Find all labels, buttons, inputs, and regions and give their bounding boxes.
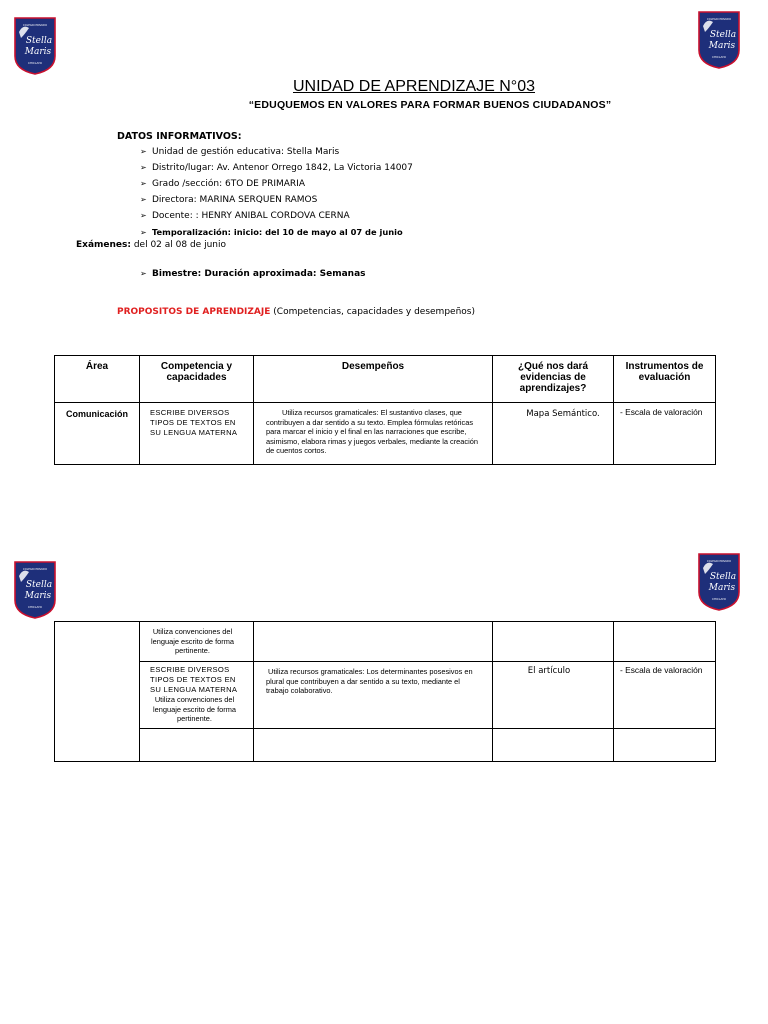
propositos-table [54, 355, 716, 465]
school-logo-top-right [697, 10, 741, 70]
datos-item-bimestre: ➢ Bimestre: Duración aproximada: Semanas [140, 269, 366, 279]
table-cell-instrumento: - Escala de valoración [614, 662, 716, 729]
svg-text:COLEGIO PRIVADO: COLEGIO PRIVADO [22, 24, 48, 27]
propositos-table-continued [54, 621, 716, 762]
table-cell-empty [254, 729, 493, 762]
table-cell-empty [614, 729, 716, 762]
header-evidencias: ¿Qué nos dará evidencias de aprendizajes? [493, 356, 614, 403]
svg-text:Maris: Maris [24, 591, 52, 601]
arrow-bullet-icon: ➢ [140, 228, 147, 237]
table-cell-evidencia [493, 622, 614, 662]
svg-text:Stella: Stella [709, 30, 737, 40]
table-cell-empty [493, 729, 614, 762]
arrow-bullet-icon: ➢ [140, 147, 147, 156]
document-title: UNIDAD DE APRENDIZAJE N°03 [292, 78, 535, 95]
table-cell-area-empty [55, 622, 140, 762]
table-cell-desempeno: Utiliza recursos gramaticales: Los determinantes posesivos en plural que contribuyen a dar sentido a su texto, mediante el trabajo colaborativo. [254, 662, 493, 729]
arrow-bullet-icon: ➢ [140, 163, 147, 172]
table-cell-competencia: Utiliza convenciones del lenguaje escrito de forma pertinente. [140, 622, 254, 662]
table-cell-evidencia: El artículo [493, 662, 614, 729]
svg-text:COLEGIO PRIVADO: COLEGIO PRIVADO [706, 560, 732, 563]
table-cell-instrumento [614, 622, 716, 662]
table-cell-desempeno: Utiliza recursos gramaticales: El sustantivo clases, que contribuyen a dar sentido a su texto. Emplea fórmulas retóricas para marcar el inicio y el final en las narraciones que escribe, asimismo, elabora rimas y juegos verbales, mediante la creación de cuentos cortos. [254, 403, 493, 465]
datos-item-distrito: ➢ Distrito/lugar: Av. Antenor Orrego 1842, La Victoria 14007 [140, 163, 413, 173]
arrow-bullet-icon: ➢ [140, 211, 147, 220]
svg-text:CHICLAYO: CHICLAYO [28, 605, 42, 609]
shield-logo-icon [13, 560, 57, 620]
header-instrumentos: Instrumentos de evaluación [614, 356, 716, 403]
school-logo-page2-right [697, 552, 741, 612]
svg-text:Maris: Maris [24, 47, 52, 57]
svg-text:COLEGIO PRIVADO: COLEGIO PRIVADO [22, 568, 48, 571]
table-cell-competencia: ESCRIBE DIVERSOS TIPOS DE TEXTOS EN SU LENGUA MATERNA Utiliza convenciones del lenguaje escrito de forma pertinente. [140, 662, 254, 729]
arrow-bullet-icon: ➢ [140, 179, 147, 188]
svg-text:CHICLAYO: CHICLAYO [712, 55, 726, 59]
svg-text:COLEGIO PRIVADO: COLEGIO PRIVADO [706, 18, 732, 21]
header-area: Área [55, 356, 140, 403]
table-cell-desempeno [254, 622, 493, 662]
datos-heading: DATOS INFORMATIVOS: [117, 131, 242, 142]
shield-logo-icon [697, 552, 741, 612]
shield-logo-icon [13, 16, 57, 76]
propositos-heading: PROPOSITOS DE APRENDIZAJE (Competencias, capacidades y desempeños) [117, 307, 475, 317]
datos-item-grado: ➢ Grado /sección: 6TO DE PRIMARIA [140, 179, 305, 189]
table-cell-area: Comunicación [55, 403, 140, 465]
header-desempenos: Desempeños [254, 356, 493, 403]
school-logo-page2-left [13, 560, 57, 620]
svg-text:Maris: Maris [708, 583, 736, 593]
arrow-bullet-icon: ➢ [140, 269, 147, 278]
table-cell-empty [140, 729, 254, 762]
datos-item-temporalizacion: ➢ Temporalización: inicio: del 10 de mayo al 07 de junio [140, 227, 403, 237]
table-cell-instrumento: - Escala de valoración [614, 403, 716, 465]
svg-text:Maris: Maris [708, 41, 736, 51]
table-cell-evidencia: Mapa Semántico. [493, 403, 614, 465]
svg-text:CHICLAYO: CHICLAYO [28, 61, 42, 65]
datos-item-directora: ➢ Directora: MARINA SERQUEN RAMOS [140, 195, 318, 205]
document-subtitle: “EDUQUEMOS EN VALORES PARA FORMAR BUENOS CIUDADANOS” [248, 99, 612, 111]
svg-text:Stella: Stella [25, 36, 53, 46]
arrow-bullet-icon: ➢ [140, 195, 147, 204]
shield-logo-icon [697, 10, 741, 70]
svg-text:CHICLAYO: CHICLAYO [712, 597, 726, 601]
svg-text:Stella: Stella [25, 580, 53, 590]
header-competencia: Competencia y capacidades [140, 356, 254, 403]
school-logo-top-left [13, 16, 57, 76]
datos-item-docente: ➢ Docente: : HENRY ANIBAL CORDOVA CERNA [140, 211, 350, 221]
datos-item-ugel: ➢ Unidad de gestión educativa: Stella Maris [140, 147, 340, 157]
table-cell-competencia: ESCRIBE DIVERSOS TIPOS DE TEXTOS EN SU LENGUA MATERNA [140, 403, 254, 465]
svg-text:Stella: Stella [709, 572, 737, 582]
examenes-line: Exámenes: del 02 al 08 de junio [76, 240, 226, 250]
